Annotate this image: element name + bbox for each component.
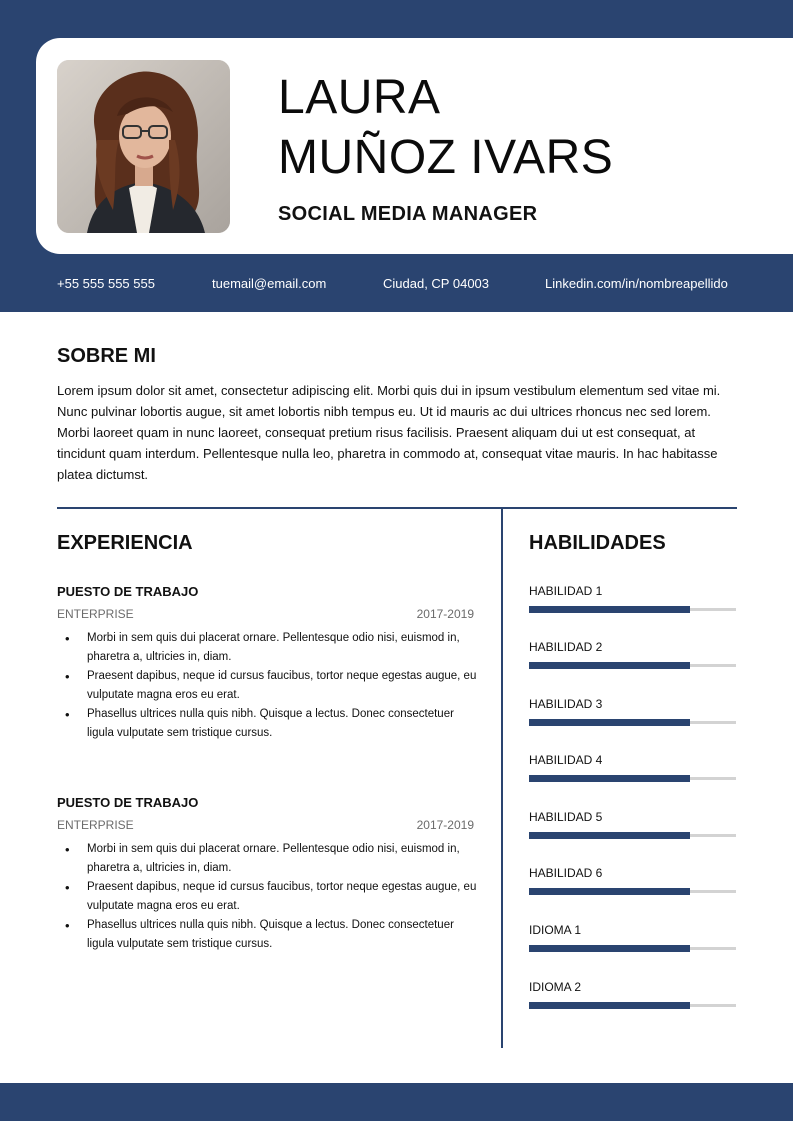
job-role-title: SOCIAL MEDIA MANAGER: [278, 203, 538, 225]
skill-label: HABILIDAD 1: [529, 584, 603, 598]
contact-phone[interactable]: +55 555 555 555: [57, 276, 155, 291]
job-company: ENTERPRISE: [57, 818, 134, 832]
skill-track: [529, 834, 736, 837]
job-bullets: [57, 629, 477, 743]
skills-heading: HABILIDADES: [529, 532, 666, 554]
skill-label: IDIOMA 1: [529, 923, 582, 937]
skill-track: [529, 890, 736, 893]
skill-track: [529, 664, 736, 667]
contact-email[interactable]: tuemail@email.com: [212, 276, 327, 291]
skill-level-bar: [529, 888, 690, 895]
name-line-first: LAURA: [278, 71, 441, 124]
skill-item: [529, 584, 737, 611]
job-title: PUESTO DE TRABAJO: [57, 795, 199, 810]
job-bullet: • Phasellus ultrices nulla quis nibh. Quisque a lectus. Donec consectetuer ligula vulputate sem tristique cursus.: [57, 916, 477, 954]
skill-item: [529, 753, 737, 780]
skill-label: IDIOMA 2: [529, 980, 582, 994]
experience-heading: EXPERIENCIA: [57, 532, 193, 554]
skill-label: HABILIDAD 2: [529, 640, 603, 654]
job-dates: 2017-2019: [416, 607, 474, 621]
skill-item: [529, 697, 737, 724]
skill-level-bar: [529, 945, 690, 952]
job-bullet: • Praesent dapibus, neque id cursus faucibus, tortor neque egestas augue, eu vulputate magna eros eu erat.: [57, 878, 477, 916]
skill-level-bar: [529, 832, 690, 839]
job-bullet: • Praesent dapibus, neque id cursus faucibus, tortor neque egestas augue, eu vulputate magna eros eu erat.: [57, 667, 477, 705]
job-bullets: [57, 840, 477, 954]
candidate-name: [278, 68, 613, 188]
job-bullet: • Phasellus ultrices nulla quis nibh. Quisque a lectus. Donec consectetuer ligula vulputate sem tristique cursus.: [57, 705, 477, 743]
job-bullet: • Morbi in sem quis dui placerat ornare. Pellentesque odio nisi, euismod in, pharetra a, ultricies in, diam.: [57, 629, 477, 667]
skill-item: [529, 640, 737, 667]
skill-label: HABILIDAD 6: [529, 866, 603, 880]
about-text: Lorem ipsum dolor sit amet, consectetur adipiscing elit. Morbi quis dui in ipsum vestibulum elementum sed vitae mi. Nunc pulvinar lobortis augue, sit amet lobortis nibh tempus eu. Ut id mauris ac dui ultrices rhoncus nec sed lorem. Morbi laoreet quam in nunc laoreet, consequat pretium risus facilisis. Praesent aliquam dui ut est consequat, at tincidunt quam interdum. Pellentesque nulla leo, pharetra in commodo at, consequat vitae mauris. In hac habitasse platea dictumst.: [57, 383, 721, 482]
skill-label: HABILIDAD 4: [529, 753, 603, 767]
skill-track: [529, 947, 736, 950]
job-bullet: • Morbi in sem quis dui placerat ornare. Pellentesque odio nisi, euismod in, pharetra a, ultricies in, diam.: [57, 840, 477, 878]
skill-item: [529, 923, 737, 950]
skill-track: [529, 608, 736, 611]
job-title: PUESTO DE TRABAJO: [57, 584, 199, 599]
contact-linkedin[interactable]: Linkedin.com/in/nombreapellido: [545, 276, 728, 291]
contact-city: Ciudad, CP 04003: [383, 276, 490, 291]
skill-label: HABILIDAD 3: [529, 697, 603, 711]
job-dates: 2017-2019: [416, 818, 474, 832]
skill-label: HABILIDAD 5: [529, 810, 603, 824]
job-company: ENTERPRISE: [57, 607, 134, 621]
skill-track: [529, 721, 736, 724]
skill-track: [529, 777, 736, 780]
column-divider: [501, 508, 503, 1048]
skill-item: [529, 866, 737, 893]
profile-photo: [57, 60, 230, 233]
skill-level-bar: [529, 719, 690, 726]
section-divider: [57, 507, 737, 509]
name-line-last: MUÑOZ IVARS: [278, 131, 614, 184]
skill-level-bar: [529, 1002, 690, 1009]
skill-item: [529, 810, 737, 837]
footer-band: [0, 1083, 793, 1121]
skill-item: [529, 980, 737, 1007]
skill-level-bar: [529, 775, 690, 782]
portrait-image: [57, 60, 230, 233]
about-heading: SOBRE MI: [57, 345, 156, 367]
skill-level-bar: [529, 606, 690, 613]
skill-level-bar: [529, 662, 690, 669]
skill-track: [529, 1004, 736, 1007]
